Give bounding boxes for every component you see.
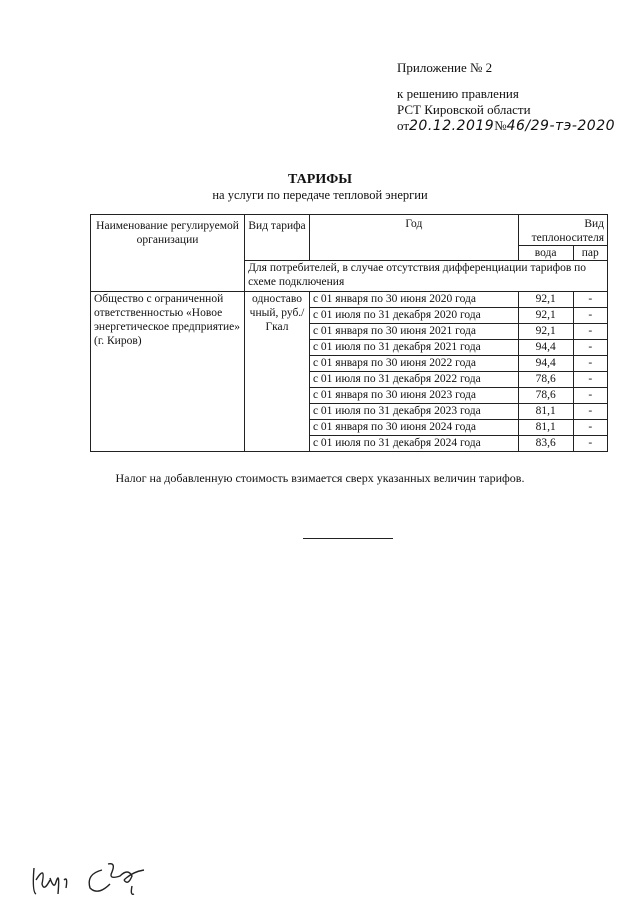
period-cell: с 01 января по 30 июня 2020 года <box>309 292 518 308</box>
period-cell: с 01 января по 30 июня 2022 года <box>309 356 518 372</box>
handwritten-number: 46/29-тэ-2020 <box>506 118 616 134</box>
period-cell: с 01 июля по 31 декабря 2020 года <box>309 308 518 324</box>
water-value-cell: 81,1 <box>518 420 573 436</box>
water-value-cell: 78,6 <box>518 372 573 388</box>
tariff-kind: одноставо чный, руб./Гкал <box>245 292 310 452</box>
header-water: вода <box>518 246 573 261</box>
header-org: Наименование регулируемой организации <box>91 215 245 292</box>
water-value-cell: 83,6 <box>518 436 573 452</box>
organization-name: Общество с ограниченной ответственностью «Новое энергетическое предприятие» (г. Киров) <box>91 292 245 452</box>
steam-value-cell: - <box>573 420 608 436</box>
header-steam: пар <box>573 246 608 261</box>
period-cell: с 01 июля по 31 декабря 2023 года <box>309 404 518 420</box>
handwritten-date: 20.12.2019 <box>409 118 495 134</box>
water-value-cell: 92,1 <box>518 308 573 324</box>
closing-rule <box>303 538 393 539</box>
period-cell: с 01 июля по 31 декабря 2021 года <box>309 340 518 356</box>
water-value-cell: 78,6 <box>518 388 573 404</box>
annex-date-line <box>397 118 615 134</box>
steam-value-cell: - <box>573 372 608 388</box>
header-carrier: Вид теплоносителя <box>518 215 607 246</box>
steam-value-cell: - <box>573 388 608 404</box>
steam-value-cell: - <box>573 340 608 356</box>
steam-value-cell: - <box>573 404 608 420</box>
signature-image <box>20 840 170 900</box>
steam-value-cell: - <box>573 324 608 340</box>
period-cell: с 01 января по 30 июня 2021 года <box>309 324 518 340</box>
water-value-cell: 92,1 <box>518 324 573 340</box>
annex-title: Приложение № 2 <box>397 60 493 75</box>
water-value-cell: 81,1 <box>518 404 573 420</box>
water-value-cell: 94,4 <box>518 356 573 372</box>
annex-block <box>397 60 615 134</box>
water-value-cell: 92,1 <box>518 292 573 308</box>
steam-value-cell: - <box>573 436 608 452</box>
header-tariff-type: Вид тарифа <box>245 215 310 261</box>
period-cell: с 01 июля по 31 декабря 2024 года <box>309 436 518 452</box>
period-cell: с 01 июля по 31 декабря 2022 года <box>309 372 518 388</box>
annex-decision-line: к решению правления <box>397 86 519 101</box>
period-cell: с 01 января по 30 июня 2023 года <box>309 388 518 404</box>
period-cell: с 01 января по 30 июня 2024 года <box>309 420 518 436</box>
tariff-table <box>90 214 608 452</box>
table-row <box>91 292 608 308</box>
header-consumers-note: Для потребителей, в случае отсутствия дифференциации тарифов по схеме подключения <box>245 261 608 292</box>
document-title: ТАРИФЫ <box>288 172 352 187</box>
vat-note: Налог на добавленную стоимость взимается сверх указанных величин тарифов. <box>115 471 525 485</box>
steam-value-cell: - <box>573 308 608 324</box>
document-subtitle: на услуги по передаче тепловой энергии <box>212 188 428 202</box>
header-year: Год <box>309 215 518 261</box>
steam-value-cell: - <box>573 356 608 372</box>
number-prefix: № <box>494 118 507 133</box>
water-value-cell: 94,4 <box>518 340 573 356</box>
annex-authority-line: РСТ Кировской области <box>397 102 531 117</box>
date-prefix: от <box>397 118 410 133</box>
steam-value-cell: - <box>573 292 608 308</box>
